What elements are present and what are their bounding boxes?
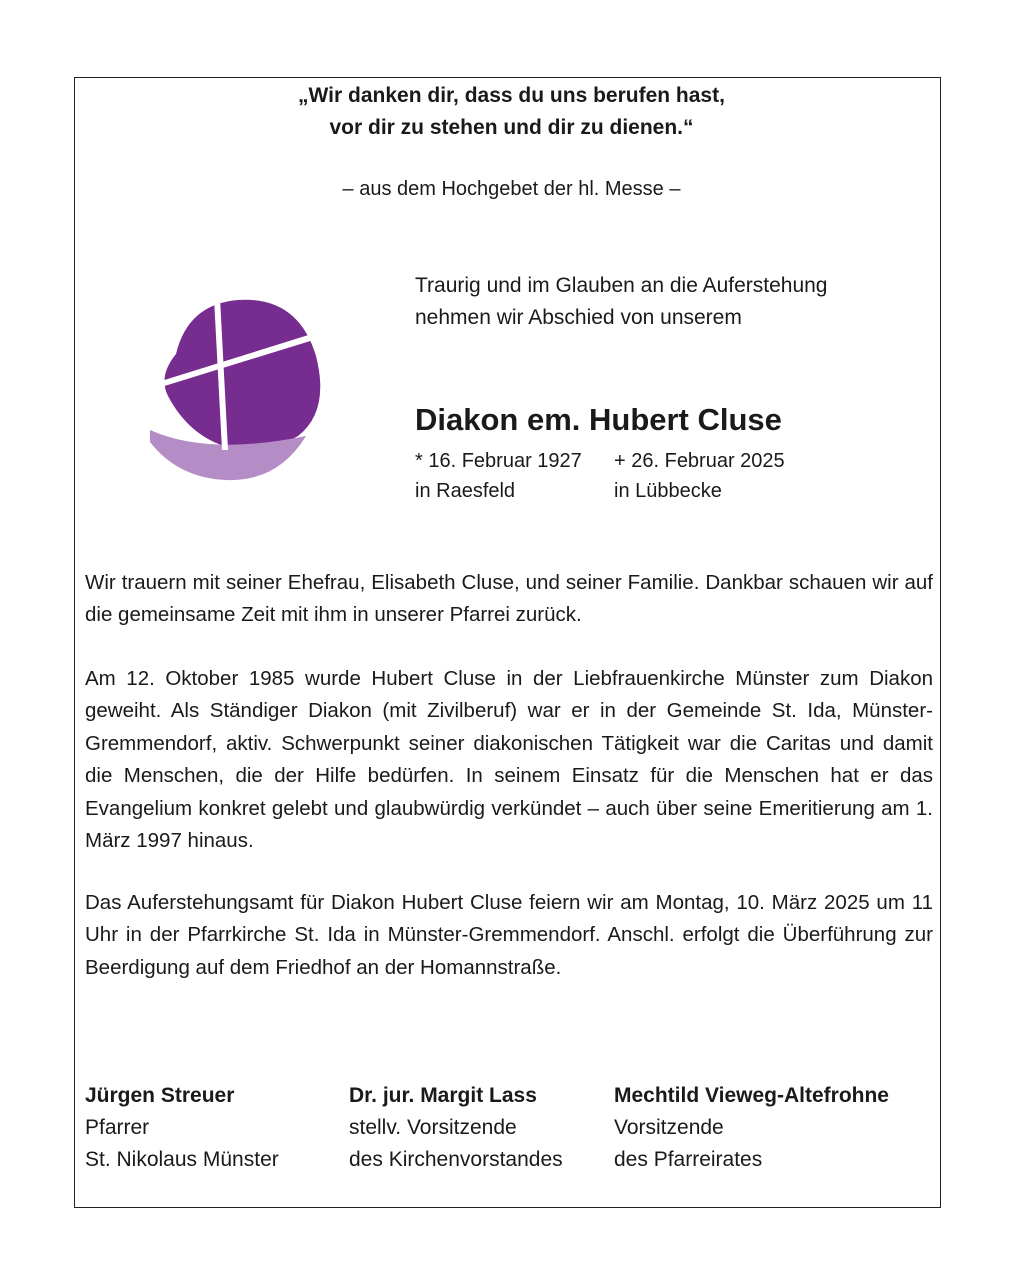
signature-role: Pfarrer [85,1116,150,1139]
deceased-name: Diakon em. Hubert Cluse [415,402,782,437]
signature-org: des Pfarreirates [614,1148,763,1171]
death-place: in Lübbecke [614,480,722,502]
death-info [614,446,785,506]
signature-role: Vorsitzende [614,1116,724,1139]
birth-info [415,446,582,506]
quote-line: „Wir danken dir, dass du uns berufen hast, [298,84,725,107]
quote-line: vor dir zu stehen und dir zu dienen.“ [329,116,694,139]
intro-line: Traurig und im Glauben an die Auferstehung [415,274,828,297]
quote-source: – aus dem Hochgebet der hl. Messe – [342,178,681,200]
death-date: + 26. Februar 2025 [614,450,785,472]
quote [0,80,1023,144]
signature-name: Jürgen Streuer [85,1084,235,1107]
paragraph-biography: Am 12. Oktober 1985 wurde Hubert Cluse in der Liebfrauenkirche Münster zum Diakon geweiht. Als Ständiger Diakon (mit Zivilberuf) war er in der Gemeinde St. Ida, Münster-Gremmendorf, aktiv. Schwerpunkt seiner diakonischen Tätigkeit war die Caritas und damit die Menschen, die der Hilfe bedürfen. In seinem Einsatz für die Menschen hat er das Evangelium konkret gelebt und glaubwürdig verkündet – auch über seine Emeritierung am 1. März 1997 hinaus. [85,667,933,853]
intro-line: nehmen wir Abschied von unserem [415,306,742,329]
signature-org: St. Nikolaus Münster [85,1148,279,1171]
signature-block [614,1080,889,1176]
signature-block [349,1080,563,1176]
paragraph-funeral: Das Auferstehungsamt für Diakon Hubert Cluse feiern wir am Montag, 10. März 2025 um 11 Uhr in der Pfarrkirche St. Ida in Münster-Gremmendorf. Anschl. erfolgt die Überführung zur Beerdigung auf dem Friedhof an der Homannstraße. [85,891,933,979]
paragraph-mourning: Wir trauern mit seiner Ehefrau, Elisabeth Cluse, und seiner Familie. Dankbar schauen wir auf die gemeinsame Zeit mit ihm in unserer Pfarrei zurück. [85,571,933,627]
parish-logo-icon [148,296,326,484]
intro-text [415,270,827,334]
signature-name: Dr. jur. Margit Lass [349,1084,537,1107]
signature-name: Mechtild Vieweg-Altefrohne [614,1084,889,1107]
signature-role: stellv. Vorsitzende [349,1116,517,1139]
birth-place: in Raesfeld [415,480,516,502]
birth-date: * 16. Februar 1927 [415,450,582,472]
signature-block [85,1080,279,1176]
signature-org: des Kirchenvorstandes [349,1148,563,1171]
obituary-frame [74,77,941,1208]
